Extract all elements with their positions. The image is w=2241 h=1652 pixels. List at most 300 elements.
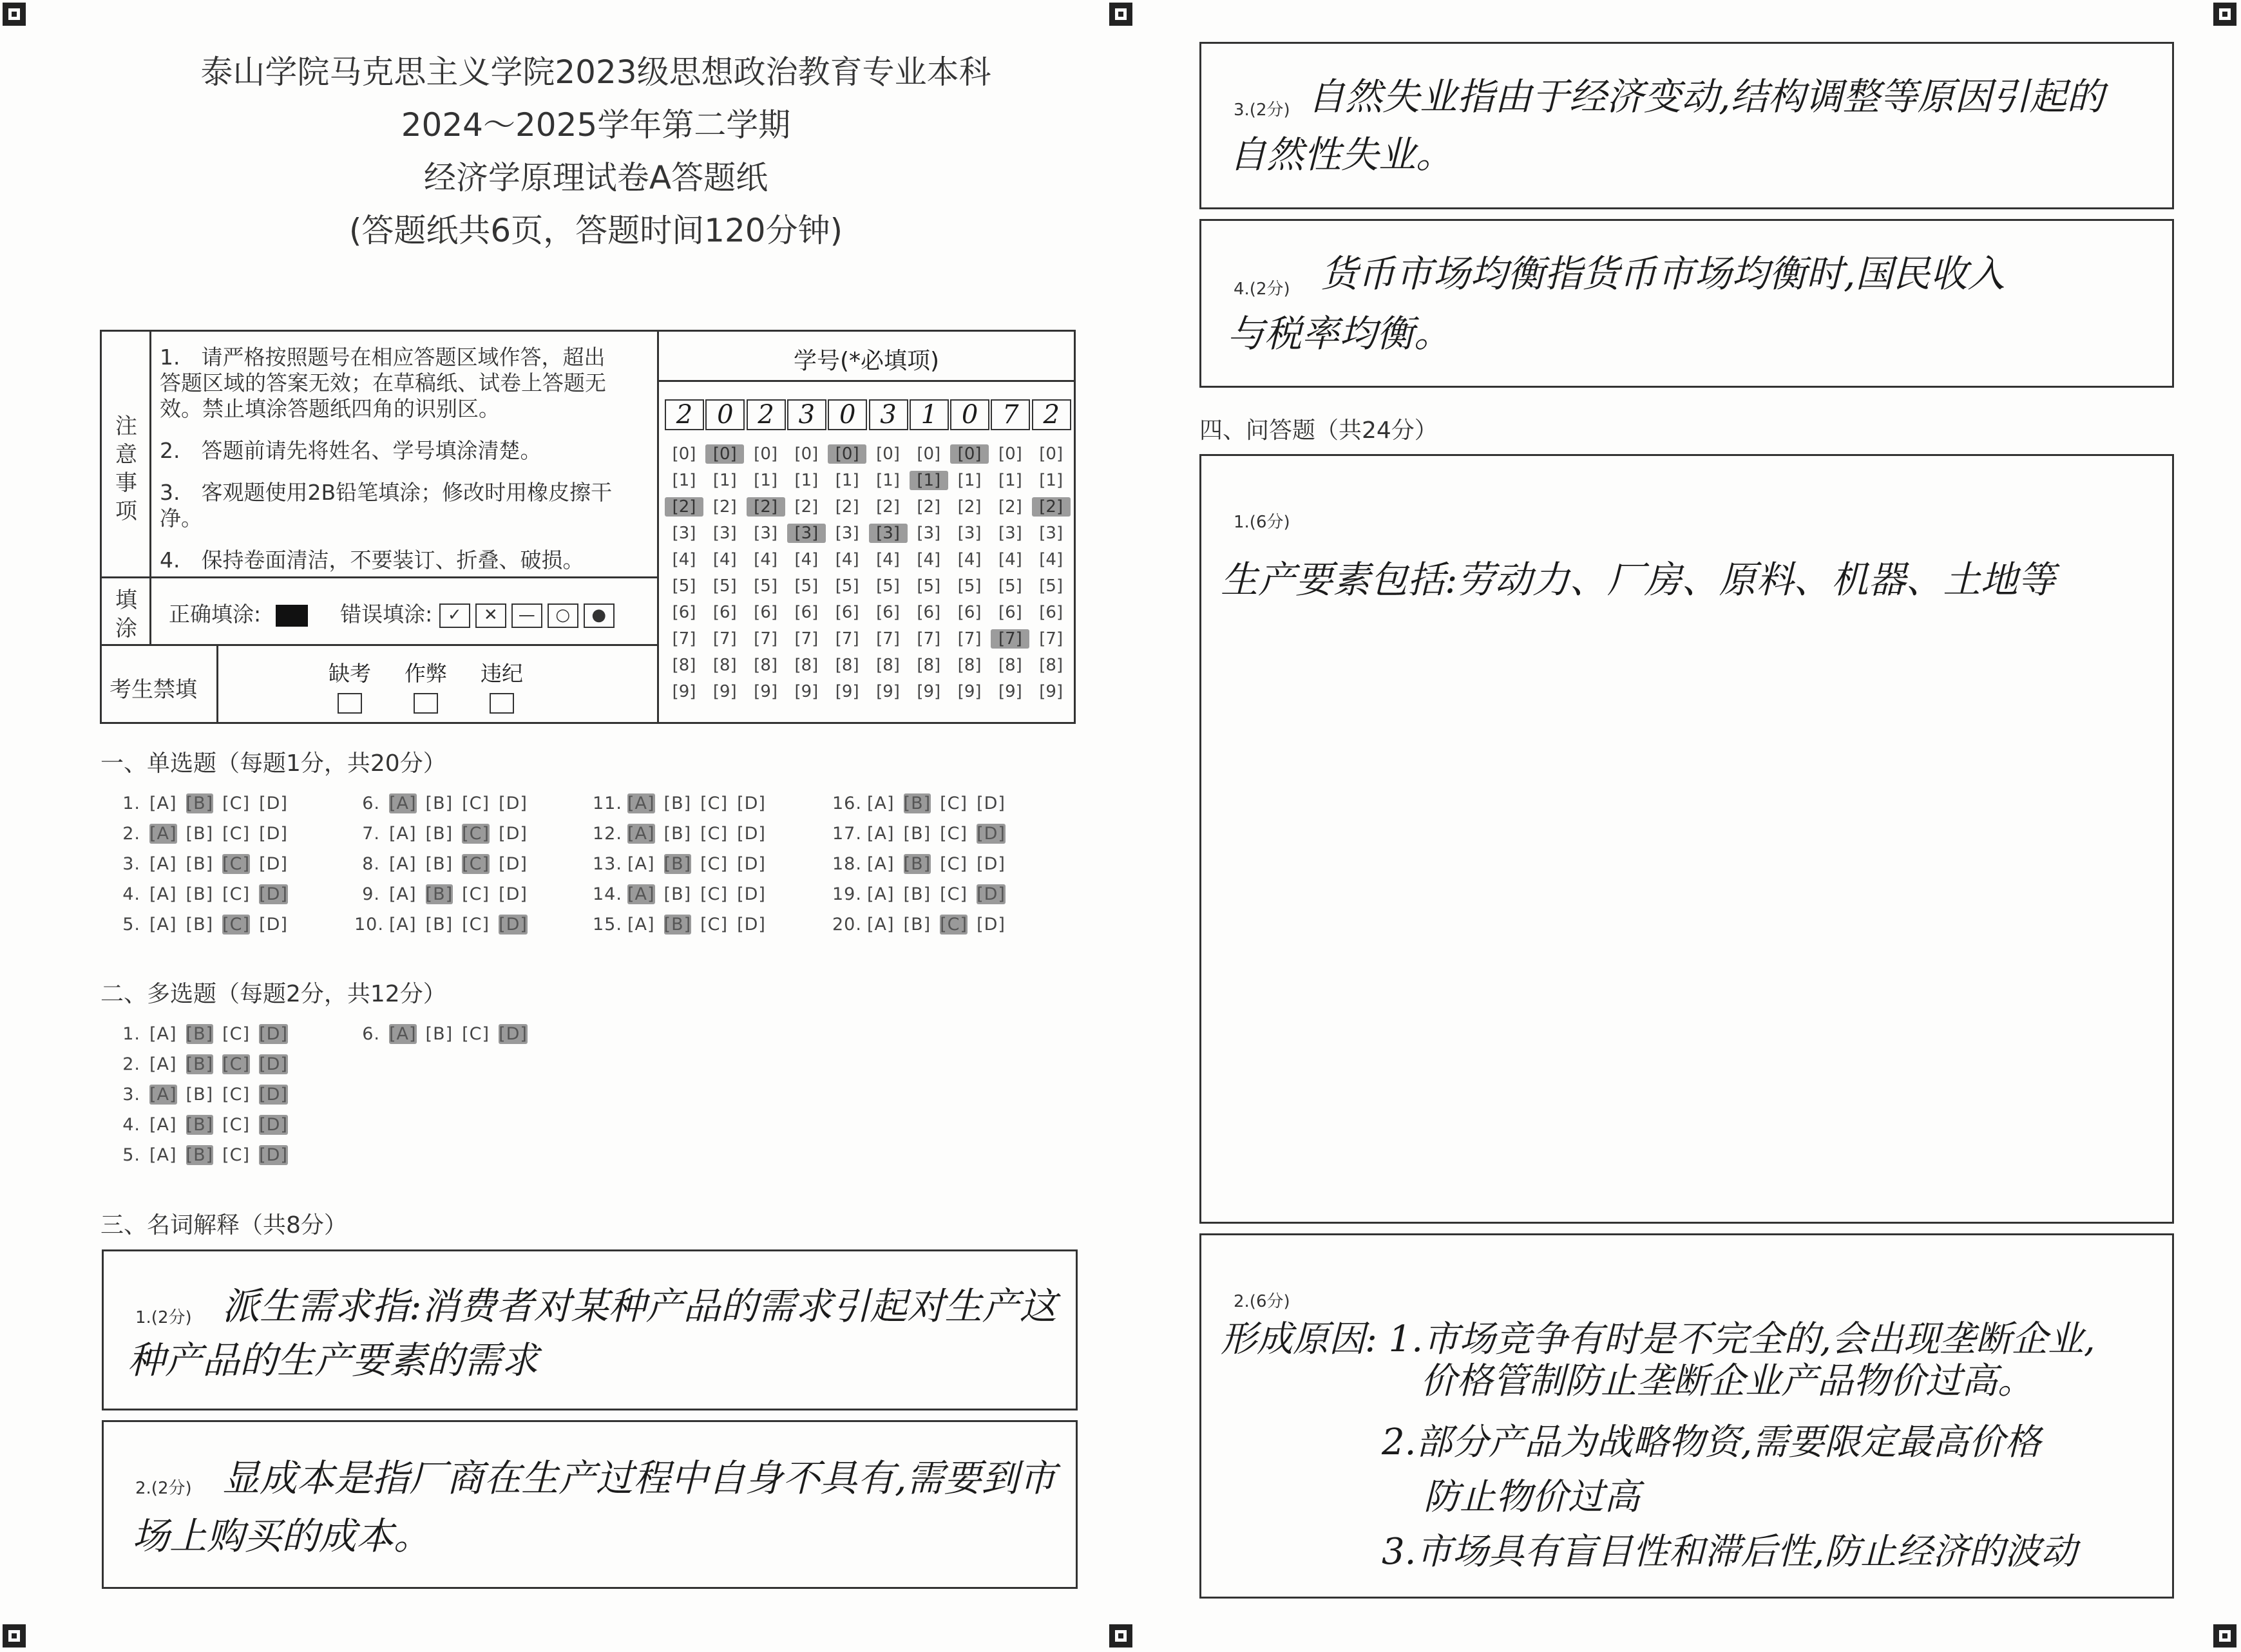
student-id-bubble[interactable]: [6]	[712, 603, 737, 622]
option-c-bubble[interactable]: [C]	[462, 884, 490, 904]
option-b-bubble[interactable]: [B]	[186, 884, 214, 904]
option-c-bubble[interactable]: [C]	[222, 1024, 251, 1044]
question-number: 8.	[362, 854, 380, 874]
student-id-bubble[interactable]: [6]	[672, 603, 696, 622]
single-choice-question	[354, 884, 528, 904]
answer-box-term-4	[1199, 219, 2174, 388]
student-id-digit-4: 3	[787, 399, 826, 430]
multi-choice-question	[115, 1145, 288, 1165]
option-b-bubble[interactable]: [B]	[425, 793, 453, 813]
student-id-bubble[interactable]: [4]	[712, 550, 737, 569]
corner-marker-bottom-left	[3, 1624, 26, 1647]
term-4-answer-line2: 与税率均衡。	[1227, 312, 1452, 356]
option-d-bubble[interactable]: [D]	[499, 793, 528, 813]
question-number: 6.	[362, 793, 380, 813]
student-id-digit-2: 0	[705, 399, 745, 430]
student-id-bubble[interactable]: [7]	[991, 629, 1029, 649]
option-a-bubble[interactable]: [A]	[627, 854, 655, 874]
option-a-bubble[interactable]: [A]	[867, 824, 895, 844]
student-id-bubble[interactable]: [5]	[998, 576, 1022, 596]
option-d-bubble[interactable]: [D]	[737, 854, 766, 874]
term-2-label: 2.(2分)	[135, 1479, 192, 1498]
section2-title: 二、多选题（每题2分，共12分）	[100, 981, 446, 1007]
student-id-bubble[interactable]: [5]	[712, 576, 737, 596]
essay-1-label: 1.(6分)	[1234, 513, 1290, 532]
student-id-bubble[interactable]: [0]	[876, 444, 900, 464]
option-d-bubble[interactable]: [D]	[259, 824, 288, 844]
wrong-fill-label: 错误填涂:	[340, 602, 433, 627]
student-id-bubble[interactable]: [3]	[754, 524, 778, 543]
option-b-bubble[interactable]: [B]	[186, 854, 214, 874]
question-number: 1.	[122, 1024, 140, 1044]
term-2-answer-line2: 场上购买的成本。	[132, 1514, 432, 1558]
question-number: 5.	[122, 915, 140, 935]
student-id-bubble[interactable]: [3]	[787, 524, 826, 543]
student-id-bubble[interactable]: [6]	[917, 603, 941, 622]
option-c-bubble[interactable]: [C]	[940, 884, 968, 904]
student-id-bubble[interactable]: [9]	[754, 682, 778, 701]
option-c-bubble[interactable]: [C]	[700, 793, 729, 813]
corner-marker-bottom-right	[2213, 1624, 2236, 1647]
multi-choice-question	[115, 1024, 288, 1044]
student-id-bubble[interactable]: [4]	[672, 550, 696, 569]
student-id-bubble[interactable]: [4]	[754, 550, 778, 569]
single-choice-question	[354, 854, 528, 874]
exam-title-line3: 经济学原理试卷A答题纸	[423, 159, 768, 196]
student-id-bubble[interactable]: [8]	[957, 656, 982, 675]
option-a-bubble[interactable]: [A]	[149, 793, 177, 813]
single-choice-question	[115, 824, 288, 844]
student-id-bubble[interactable]: [8]	[712, 656, 737, 675]
option-b-bubble[interactable]: [B]	[903, 884, 931, 904]
question-number: 11.	[593, 793, 622, 813]
option-c-bubble[interactable]: [C]	[940, 915, 968, 935]
option-a-bubble[interactable]: [A]	[389, 1024, 417, 1044]
student-id-bubble[interactable]: [2]	[794, 497, 819, 517]
forbid-cheat-box	[414, 693, 438, 714]
single-choice-question	[593, 884, 766, 904]
option-c-bubble[interactable]: [C]	[222, 915, 251, 935]
student-id-bubble[interactable]: [5]	[917, 576, 941, 596]
essay-2-answer-line3: 2.部分产品为战略物资,需要限定最高价格	[1382, 1421, 2041, 1463]
student-id-bubble[interactable]: [3]	[835, 524, 859, 543]
option-a-bubble[interactable]: [A]	[389, 824, 417, 844]
option-a-bubble[interactable]: [A]	[149, 915, 177, 935]
option-a-bubble[interactable]: [A]	[627, 884, 655, 904]
single-choice-question	[832, 915, 1006, 935]
student-id-bubble[interactable]: [2]	[835, 497, 859, 517]
student-id-bubble[interactable]: [2]	[998, 497, 1022, 517]
option-b-bubble[interactable]: [B]	[903, 915, 931, 935]
option-c-bubble[interactable]: [C]	[462, 854, 490, 874]
option-c-bubble[interactable]: [C]	[222, 884, 251, 904]
wrong-fill-circle-icon: ○	[548, 603, 578, 628]
student-id-bubble[interactable]: [4]	[917, 550, 941, 569]
student-id-bubble[interactable]: [9]	[1039, 682, 1063, 701]
student-id-bubble[interactable]: [9]	[917, 682, 941, 701]
student-id-bubble[interactable]: [0]	[794, 444, 819, 464]
option-c-bubble[interactable]: [C]	[462, 915, 490, 935]
option-a-bubble[interactable]: [A]	[389, 884, 417, 904]
single-choice-question	[832, 824, 1006, 844]
option-a-bubble[interactable]: [A]	[149, 854, 177, 874]
exam-title-line1: 泰山学院马克思主义学院2023级思想政治教育专业本科	[200, 53, 991, 91]
student-id-bubble[interactable]: [1]	[876, 471, 900, 490]
single-choice-question	[832, 793, 1006, 813]
option-a-bubble[interactable]: [A]	[867, 854, 895, 874]
multi-choice-question	[115, 1054, 288, 1074]
option-c-bubble[interactable]: [C]	[222, 824, 251, 844]
student-id-bubble[interactable]: [6]	[876, 603, 900, 622]
option-b-bubble[interactable]: [B]	[663, 824, 692, 844]
student-id-bubble[interactable]: [4]	[876, 550, 900, 569]
student-id-bubble[interactable]: [2]	[876, 497, 900, 517]
student-id-bubble[interactable]: [9]	[794, 682, 819, 701]
option-b-bubble[interactable]: [B]	[663, 884, 692, 904]
option-c-bubble[interactable]: [C]	[462, 1024, 490, 1044]
option-d-bubble[interactable]: [D]	[977, 854, 1006, 874]
student-id-bubble[interactable]: [0]	[998, 444, 1022, 464]
option-b-bubble[interactable]: [B]	[186, 1115, 214, 1135]
student-id-bubble[interactable]: [6]	[998, 603, 1022, 622]
option-b-bubble[interactable]: [B]	[186, 1085, 214, 1105]
student-id-bubble[interactable]: [9]	[876, 682, 900, 701]
option-c-bubble[interactable]: [C]	[700, 854, 729, 874]
student-id-bubble[interactable]: [1]	[1039, 471, 1063, 490]
option-d-bubble[interactable]: [D]	[259, 1145, 288, 1165]
forbid-violation-box	[490, 693, 514, 714]
forbid-label: 考生禁填	[110, 677, 197, 703]
term-3-label: 3.(2分)	[1234, 100, 1290, 120]
single-choice-question	[593, 824, 766, 844]
option-b-bubble[interactable]: [B]	[663, 915, 692, 935]
single-choice-question	[832, 854, 1006, 874]
forbid-violation-label: 违纪	[481, 661, 523, 686]
answer-box-term-2	[102, 1420, 1078, 1589]
option-a-bubble[interactable]: [A]	[389, 854, 417, 874]
question-number: 16.	[832, 793, 862, 813]
student-id-bubble[interactable]: [7]	[672, 629, 696, 649]
notice-item-3: 3. 客观题使用2B铅笔填涂；修改时用橡皮擦干净。	[160, 480, 613, 531]
section1-title: 一、单选题（每题1分，共20分）	[100, 750, 446, 777]
option-c-bubble[interactable]: [C]	[700, 915, 729, 935]
option-c-bubble[interactable]: [C]	[222, 854, 251, 874]
option-d-bubble[interactable]: [D]	[977, 884, 1006, 904]
option-d-bubble[interactable]: [D]	[259, 1085, 288, 1105]
notice-item-4: 4. 保持卷面清洁，不要装订、折叠、破损。	[160, 547, 584, 573]
option-d-bubble[interactable]: [D]	[499, 854, 528, 874]
student-id-bubble[interactable]: [7]	[712, 629, 737, 649]
correct-fill-mark	[276, 605, 308, 627]
option-b-bubble[interactable]: [B]	[186, 824, 214, 844]
option-b-bubble[interactable]: [B]	[425, 854, 453, 874]
option-b-bubble[interactable]: [B]	[903, 854, 931, 874]
option-a-bubble[interactable]: [A]	[867, 884, 895, 904]
student-id-bubble[interactable]: [0]	[917, 444, 941, 464]
student-id-bubble[interactable]: [8]	[794, 656, 819, 675]
student-id-bubble[interactable]: [1]	[998, 471, 1022, 490]
question-number: 10.	[354, 915, 384, 935]
single-choice-question	[115, 854, 288, 874]
student-id-bubble[interactable]: [7]	[835, 629, 859, 649]
student-id-bubble[interactable]: [2]	[747, 497, 785, 517]
option-a-bubble[interactable]: [A]	[149, 1024, 177, 1044]
term-1-answer-line1: 派生需求指:消费者对某种产品的需求引起对生产这	[222, 1284, 1057, 1328]
option-c-bubble[interactable]: [C]	[940, 854, 968, 874]
student-id-bubble[interactable]: [6]	[754, 603, 778, 622]
student-id-bubble[interactable]: [8]	[835, 656, 859, 675]
student-id-bubble[interactable]: [3]	[672, 524, 696, 543]
section4-title: 四、问答题（共24分）	[1199, 417, 1438, 444]
notice-label: 注意事项	[115, 413, 137, 524]
answer-box-term-3	[1199, 42, 2174, 209]
option-d-bubble[interactable]: [D]	[977, 824, 1006, 844]
option-a-bubble[interactable]: [A]	[389, 915, 417, 935]
option-a-bubble[interactable]: [A]	[389, 793, 417, 813]
term-3-answer-line2: 自然性失业。	[1229, 133, 1454, 176]
notice-item-1: 1. 请严格按照题号在相应答题区域作答，超出答题区域的答案无效；在草稿纸、试卷上答题无效。禁止填涂答题纸四角的识别区。	[160, 345, 606, 421]
option-d-bubble[interactable]: [D]	[499, 915, 528, 935]
student-id-bubble[interactable]: [8]	[917, 656, 941, 675]
question-number: 1.	[122, 793, 140, 813]
student-id-bubble[interactable]: [4]	[957, 550, 982, 569]
student-id-bubble[interactable]: [9]	[835, 682, 859, 701]
option-b-bubble[interactable]: [B]	[186, 793, 214, 813]
student-id-bubble[interactable]: [5]	[1039, 576, 1063, 596]
term-1-answer-line2: 种产品的生产要素的需求	[128, 1338, 539, 1382]
option-d-bubble[interactable]: [D]	[977, 793, 1006, 813]
student-id-bubble[interactable]: [0]	[705, 444, 744, 464]
question-number: 15.	[593, 915, 622, 935]
student-id-bubble[interactable]: [9]	[998, 682, 1022, 701]
multi-choice-question	[354, 1024, 528, 1044]
option-c-bubble[interactable]: [C]	[222, 793, 251, 813]
student-id-bubble[interactable]: [0]	[754, 444, 778, 464]
essay-2-answer-line2: 价格管制防止垄断企业产品物价过高。	[1420, 1360, 2034, 1402]
option-d-bubble[interactable]: [D]	[259, 793, 288, 813]
student-id-bubble[interactable]: [3]	[957, 524, 982, 543]
question-number: 9.	[362, 884, 380, 904]
student-id-digit-1: 2	[665, 399, 704, 430]
option-a-bubble[interactable]: [A]	[867, 793, 895, 813]
student-id-bubble[interactable]: [4]	[1039, 550, 1063, 569]
student-id-bubble[interactable]: [7]	[794, 629, 819, 649]
option-d-bubble[interactable]: [D]	[259, 1115, 288, 1135]
term-3-answer-line1: 自然失业指由于经济变动,结构调整等原因引起的	[1308, 75, 2104, 119]
option-d-bubble[interactable]: [D]	[259, 884, 288, 904]
question-number: 14.	[593, 884, 622, 904]
option-c-bubble[interactable]: [C]	[700, 824, 729, 844]
option-c-bubble[interactable]: [C]	[700, 884, 729, 904]
student-id-bubble[interactable]: [8]	[672, 656, 696, 675]
student-id-bubble[interactable]: [3]	[1039, 524, 1063, 543]
option-d-bubble[interactable]: [D]	[499, 884, 528, 904]
option-c-bubble[interactable]: [C]	[462, 793, 490, 813]
multi-choice-question	[115, 1115, 288, 1135]
single-choice-question	[593, 854, 766, 874]
question-number: 3.	[122, 1085, 140, 1105]
single-choice-question	[593, 793, 766, 813]
option-b-bubble[interactable]: [B]	[663, 793, 692, 813]
option-d-bubble[interactable]: [D]	[737, 884, 766, 904]
student-id-bubble[interactable]: [2]	[917, 497, 941, 517]
correct-fill-label: 正确填涂:	[169, 602, 262, 627]
term-4-label: 4.(2分)	[1234, 280, 1290, 299]
student-id-bubble[interactable]: [6]	[794, 603, 819, 622]
student-id-bubble[interactable]: [1]	[910, 471, 948, 490]
student-id-bubble[interactable]: [5]	[754, 576, 778, 596]
option-a-bubble[interactable]: [A]	[149, 884, 177, 904]
option-c-bubble[interactable]: [C]	[222, 1085, 251, 1105]
student-id-bubble[interactable]: [2]	[1032, 497, 1071, 517]
option-c-bubble[interactable]: [C]	[940, 824, 968, 844]
student-id-bubble[interactable]: [4]	[835, 550, 859, 569]
option-b-bubble[interactable]: [B]	[186, 915, 214, 935]
option-a-bubble[interactable]: [A]	[627, 824, 655, 844]
forbid-cheat-label: 作弊	[405, 661, 447, 686]
option-b-bubble[interactable]: [B]	[903, 824, 931, 844]
wrong-fill-dash-icon: —	[511, 603, 542, 628]
student-id-bubble[interactable]: [1]	[672, 471, 696, 490]
question-number: 6.	[362, 1024, 380, 1044]
student-id-bubble[interactable]: [3]	[917, 524, 941, 543]
student-id-bubble[interactable]: [7]	[876, 629, 900, 649]
option-d-bubble[interactable]: [D]	[259, 1054, 288, 1074]
option-b-bubble[interactable]: [B]	[186, 1054, 214, 1074]
wrong-fill-cross-icon: ✕	[475, 603, 506, 628]
option-a-bubble[interactable]: [A]	[149, 1085, 177, 1105]
student-id-bubble[interactable]: [1]	[754, 471, 778, 490]
option-b-bubble[interactable]: [B]	[903, 793, 931, 813]
student-id-bubble[interactable]: [3]	[712, 524, 737, 543]
option-a-bubble[interactable]: [A]	[149, 1145, 177, 1165]
exam-title-line2: 2024～2025学年第二学期	[401, 106, 791, 144]
option-d-bubble[interactable]: [D]	[737, 793, 766, 813]
student-id-bubble[interactable]: [5]	[835, 576, 859, 596]
option-d-bubble[interactable]: [D]	[737, 824, 766, 844]
student-id-bubble[interactable]: [5]	[794, 576, 819, 596]
option-b-bubble[interactable]: [B]	[425, 824, 453, 844]
student-id-digit-3: 2	[747, 399, 786, 430]
student-id-bubble[interactable]: [9]	[957, 682, 982, 701]
option-b-bubble[interactable]: [B]	[425, 1024, 453, 1044]
option-d-bubble[interactable]: [D]	[259, 1024, 288, 1044]
student-id-bubble[interactable]: [9]	[672, 682, 696, 701]
essay-2-answer-line4: 防止物价过高	[1424, 1476, 1640, 1518]
student-id-bubble[interactable]: [3]	[869, 524, 908, 543]
student-id-bubble[interactable]: [0]	[672, 444, 696, 464]
student-id-digit-10: 2	[1032, 399, 1071, 430]
student-id-bubble[interactable]: [2]	[665, 497, 703, 517]
student-id-bubble[interactable]: [5]	[876, 576, 900, 596]
student-id-bubble[interactable]: [5]	[672, 576, 696, 596]
student-id-bubble[interactable]: [7]	[957, 629, 982, 649]
question-number: 12.	[593, 824, 622, 844]
option-a-bubble[interactable]: [A]	[149, 1054, 177, 1074]
question-number: 3.	[122, 854, 140, 874]
single-choice-question	[115, 793, 288, 813]
student-id-bubble[interactable]: [8]	[876, 656, 900, 675]
forbid-cheat	[403, 657, 448, 714]
essay-1-answer-line1: 生产要素包括:劳动力、厂房、原料、机器、土地等	[1221, 558, 2055, 602]
wrong-fill-dot-icon: ●	[584, 603, 615, 628]
question-number: 7.	[362, 824, 380, 844]
student-id-bubble[interactable]: [4]	[794, 550, 819, 569]
single-choice-question	[593, 915, 766, 935]
student-id-bubble[interactable]: [0]	[828, 444, 866, 464]
option-c-bubble[interactable]: [C]	[462, 824, 490, 844]
option-b-bubble[interactable]: [B]	[425, 884, 453, 904]
student-id-bubble[interactable]: [1]	[794, 471, 819, 490]
student-id-bubble[interactable]: [6]	[835, 603, 859, 622]
student-id-bubble[interactable]: [7]	[754, 629, 778, 649]
option-d-bubble[interactable]: [D]	[259, 854, 288, 874]
question-number: 2.	[122, 824, 140, 844]
student-id-bubble[interactable]: [1]	[835, 471, 859, 490]
option-a-bubble[interactable]: [A]	[149, 1115, 177, 1135]
question-number: 5.	[122, 1145, 140, 1165]
question-number: 13.	[593, 854, 622, 874]
option-c-bubble[interactable]: [C]	[222, 1145, 251, 1165]
wrong-fill-check-icon: ✓	[439, 603, 470, 628]
section3-title: 三、名词解释（共8分）	[100, 1212, 347, 1239]
option-a-bubble[interactable]: [A]	[867, 915, 895, 935]
option-a-bubble[interactable]: [A]	[627, 915, 655, 935]
option-d-bubble[interactable]: [D]	[977, 915, 1006, 935]
student-id-bubble[interactable]: [7]	[1039, 629, 1063, 649]
option-b-bubble[interactable]: [B]	[186, 1024, 214, 1044]
option-b-bubble[interactable]: [B]	[186, 1145, 214, 1165]
student-id-bubble[interactable]: [2]	[712, 497, 737, 517]
option-d-bubble[interactable]: [D]	[499, 824, 528, 844]
question-number: 18.	[832, 854, 862, 874]
student-id-bubble[interactable]: [7]	[917, 629, 941, 649]
student-id-bubble[interactable]: [1]	[712, 471, 737, 490]
option-b-bubble[interactable]: [B]	[425, 915, 453, 935]
student-id-bubble[interactable]: [6]	[1039, 603, 1063, 622]
option-c-bubble[interactable]: [C]	[222, 1054, 251, 1074]
question-number: 2.	[122, 1054, 140, 1074]
forbid-violation	[479, 657, 524, 714]
option-b-bubble[interactable]: [B]	[663, 854, 692, 874]
student-id-digit-5: 0	[828, 399, 867, 430]
forbid-absent-label: 缺考	[329, 661, 371, 686]
term-4-answer-line1: 货币市场均衡指货币市场均衡时,国民收入	[1321, 252, 2005, 296]
fill-label: 填涂	[115, 587, 137, 641]
student-id-bubble[interactable]: [0]	[1039, 444, 1063, 464]
single-choice-question	[115, 884, 288, 904]
option-d-bubble[interactable]: [D]	[259, 915, 288, 935]
student-id-bubble[interactable]: [8]	[1039, 656, 1063, 675]
student-id-bubble[interactable]: [8]	[998, 656, 1022, 675]
student-id-bubble[interactable]: [1]	[957, 471, 982, 490]
option-c-bubble[interactable]: [C]	[222, 1115, 251, 1135]
student-id-bubble[interactable]: [5]	[957, 576, 982, 596]
corner-marker-top-right	[2213, 3, 2236, 26]
option-d-bubble[interactable]: [D]	[737, 915, 766, 935]
option-c-bubble[interactable]: [C]	[940, 793, 968, 813]
student-id-bubble[interactable]: [8]	[754, 656, 778, 675]
student-id-bubble[interactable]: [2]	[957, 497, 982, 517]
option-a-bubble[interactable]: [A]	[149, 824, 177, 844]
option-d-bubble[interactable]: [D]	[499, 1024, 528, 1044]
student-id-bubble[interactable]: [4]	[998, 550, 1022, 569]
student-id-bubble[interactable]: [0]	[950, 444, 989, 464]
student-id-bubble[interactable]: [3]	[998, 524, 1022, 543]
student-id-bubble[interactable]: [6]	[957, 603, 982, 622]
student-id-bubble[interactable]: [9]	[712, 682, 737, 701]
option-a-bubble[interactable]: [A]	[627, 793, 655, 813]
